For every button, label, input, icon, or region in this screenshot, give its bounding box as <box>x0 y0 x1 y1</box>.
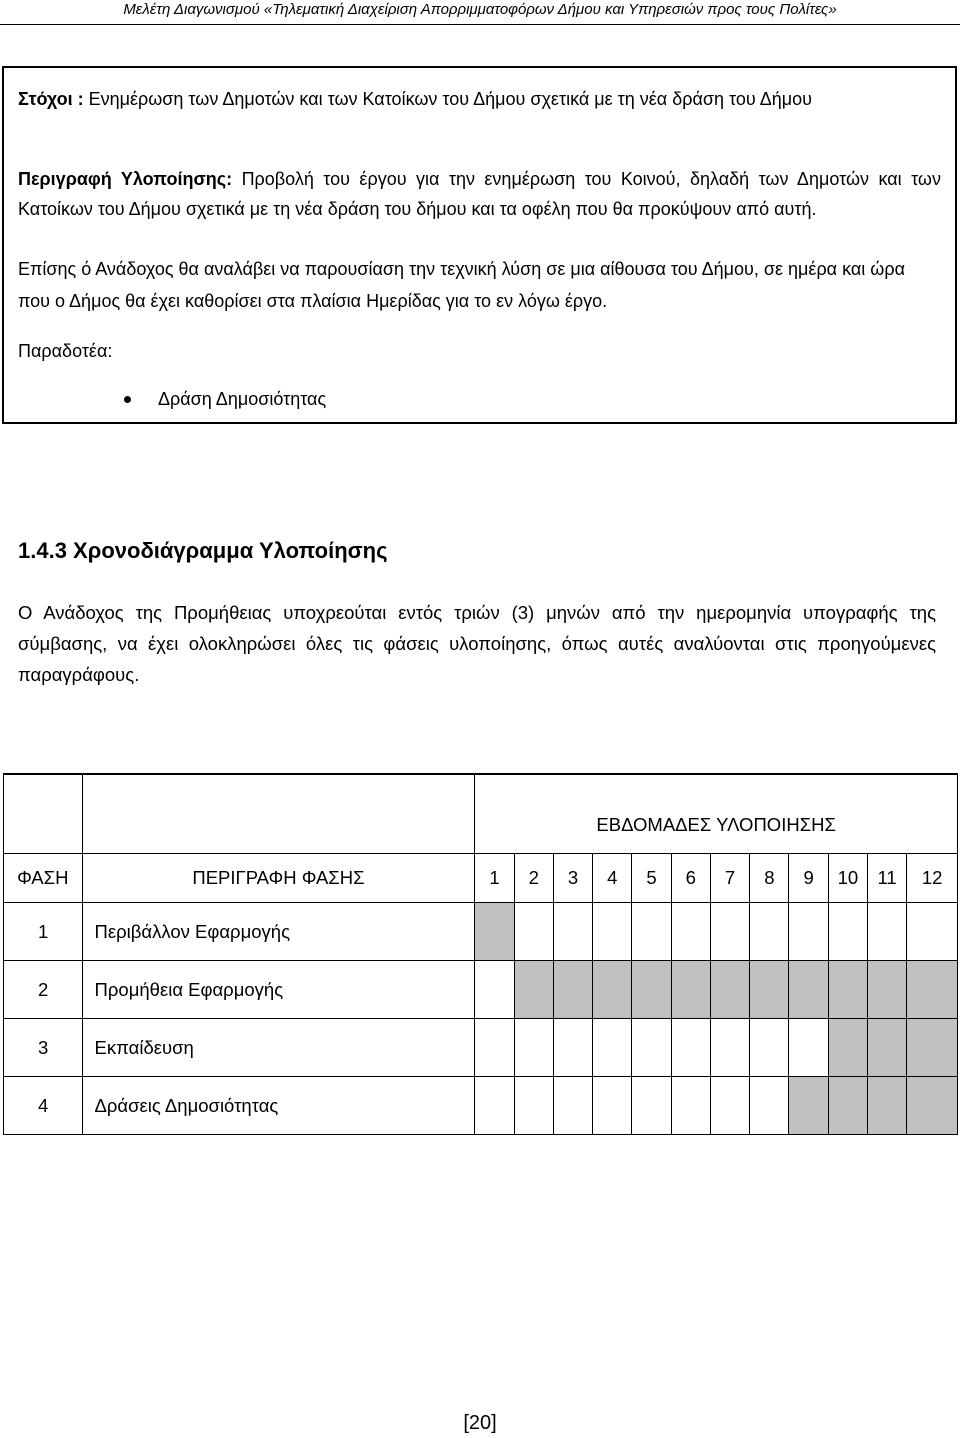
gantt-filled-cell <box>710 961 749 1019</box>
phase-header: ΦΑΣΗ <box>4 854 83 903</box>
gantt-empty-cell <box>593 1019 632 1077</box>
description-label: Περιγραφή Υλοποίησης: <box>18 169 233 189</box>
gantt-filled-cell <box>553 961 592 1019</box>
gantt-filled-cell <box>828 1077 867 1135</box>
gantt-filled-cell <box>789 961 828 1019</box>
header-rule <box>0 24 960 25</box>
schedule-paragraph: Ο Ανάδοχος της Προμήθειας υποχρεούται εντός τριών (3) μηνών από την ημερομηνία υπογραφής της σύμβασης, να έχει ολοκληρώσει όλες τις φάσεις υλοποίησης, όπως αυτές αναλύονται στις προηγούμενες παραγράφους. <box>18 602 936 685</box>
also-paragraph: Επίσης ό Ανάδοχος θα αναλάβει να παρουσίαση την τεχνική λύση σε μια αίθουσα του Δήμου, σε ημέρα και ώρα που ο Δήμος θα έχει καθορίσει στα πλαίσια Ημερίδας για το εν λόγω έργο. <box>18 259 905 311</box>
phase-number: 2 <box>4 961 83 1019</box>
gantt-empty-cell <box>475 961 514 1019</box>
gantt-empty-cell <box>553 1019 592 1077</box>
week-header-cell: 9 <box>789 854 828 903</box>
gantt-filled-cell <box>868 1077 907 1135</box>
goals-paragraph <box>18 84 941 114</box>
gantt-empty-cell <box>710 1077 749 1135</box>
week-header-cell: 3 <box>553 854 592 903</box>
week-header-cell: 2 <box>514 854 553 903</box>
gantt-empty-cell <box>593 903 632 961</box>
gantt-empty-cell <box>710 903 749 961</box>
gantt-empty-cell <box>475 1019 514 1077</box>
gantt-empty-cell <box>750 903 789 961</box>
gantt-empty-cell <box>553 903 592 961</box>
gantt-empty-cell <box>514 1077 553 1135</box>
gantt-empty-cell <box>632 1019 671 1077</box>
week-header-cell: 11 <box>868 854 907 903</box>
gantt-filled-cell <box>907 1077 958 1135</box>
document-header: Μελέτη Διαγωνισμού «Τηλεματική Διαχείριση Απορριμματοφόρων Δήμου και Υπηρεσιών προς τους Πολίτες» <box>123 1 837 18</box>
gantt-filled-cell <box>632 961 671 1019</box>
week-header-cell: 6 <box>671 854 710 903</box>
table-row <box>4 961 958 1019</box>
column-header-row <box>4 854 958 903</box>
bullet-icon <box>124 396 131 403</box>
empty-header-cell <box>4 774 83 854</box>
week-header-cell: 1 <box>475 854 514 903</box>
phase-label: Εκπαίδευση <box>82 1019 475 1077</box>
gantt-filled-cell <box>828 961 867 1019</box>
description-header: ΠΕΡΙΓΡΑΦΗ ΦΑΣΗΣ <box>82 854 475 903</box>
gantt-filled-cell <box>868 961 907 1019</box>
phase-label: Δράσεις Δημοσιότητας <box>82 1077 475 1135</box>
schedule-table <box>3 773 958 1135</box>
gantt-filled-cell <box>475 903 514 961</box>
goals-label: Στόχοι : <box>18 89 84 109</box>
gantt-filled-cell <box>789 1077 828 1135</box>
gantt-empty-cell <box>907 903 958 961</box>
table-row <box>4 1077 958 1135</box>
week-header-cell: 5 <box>632 854 671 903</box>
phase-label: Περιβάλλον Εφαρμογής <box>82 903 475 961</box>
table-row <box>4 903 958 961</box>
gantt-empty-cell <box>593 1077 632 1135</box>
gantt-filled-cell <box>907 961 958 1019</box>
phase-number: 3 <box>4 1019 83 1077</box>
gantt-empty-cell <box>750 1019 789 1077</box>
gantt-empty-cell <box>828 903 867 961</box>
gantt-empty-cell <box>671 903 710 961</box>
gantt-empty-cell <box>789 903 828 961</box>
week-header-cell: 4 <box>593 854 632 903</box>
phase-number: 4 <box>4 1077 83 1135</box>
gantt-empty-cell <box>671 1019 710 1077</box>
empty-header-cell <box>82 774 475 854</box>
week-header-cell: 12 <box>907 854 958 903</box>
deliverables-label: Παραδοτέα: <box>18 341 113 361</box>
gantt-empty-cell <box>671 1077 710 1135</box>
weeks-header: ΕΒΔΟΜΑΔΕΣ ΥΛΟΠΟΙΗΣΗΣ <box>475 774 958 854</box>
gantt-filled-cell <box>514 961 553 1019</box>
gantt-empty-cell <box>514 1019 553 1077</box>
gantt-filled-cell <box>671 961 710 1019</box>
gantt-empty-cell <box>868 903 907 961</box>
weeks-header-row <box>4 774 958 854</box>
gantt-empty-cell <box>475 1077 514 1135</box>
gantt-empty-cell <box>632 903 671 961</box>
gantt-filled-cell <box>868 1019 907 1077</box>
gantt-empty-cell <box>710 1019 749 1077</box>
gantt-empty-cell <box>553 1077 592 1135</box>
week-header-cell: 8 <box>750 854 789 903</box>
gantt-filled-cell <box>828 1019 867 1077</box>
phase-label: Προμήθεια Εφαρμογής <box>82 961 475 1019</box>
goals-text: Ενημέρωση των Δημοτών και των Κατοίκων του Δήμου σχετικά με τη νέα δράση του Δήμου <box>88 89 812 109</box>
week-header-cell: 10 <box>828 854 867 903</box>
gantt-filled-cell <box>750 961 789 1019</box>
table-row <box>4 1019 958 1077</box>
week-header-cell: 7 <box>710 854 749 903</box>
section-title: 1.4.3 Χρονοδιάγραμμα Υλοποίησης <box>18 538 388 563</box>
deliverable-text: Δράση Δημοσιότητας <box>158 389 327 409</box>
gantt-empty-cell <box>750 1077 789 1135</box>
gantt-empty-cell <box>789 1019 828 1077</box>
gantt-filled-cell <box>907 1019 958 1077</box>
page-number: [20] <box>463 1412 497 1434</box>
gantt-empty-cell <box>632 1077 671 1135</box>
description-text: Προβολή του έργου για την ενημέρωση του Κοινού, δηλαδή των Δημοτών και των Κατοίκων του Δήμου σχετικά με τη νέα δράση του δήμου και τα οφέλη που θα προκύψουν από αυτή. <box>18 169 941 219</box>
action-box <box>2 66 957 424</box>
gantt-empty-cell <box>514 903 553 961</box>
phase-number: 1 <box>4 903 83 961</box>
description-paragraph <box>18 164 941 224</box>
gantt-filled-cell <box>593 961 632 1019</box>
